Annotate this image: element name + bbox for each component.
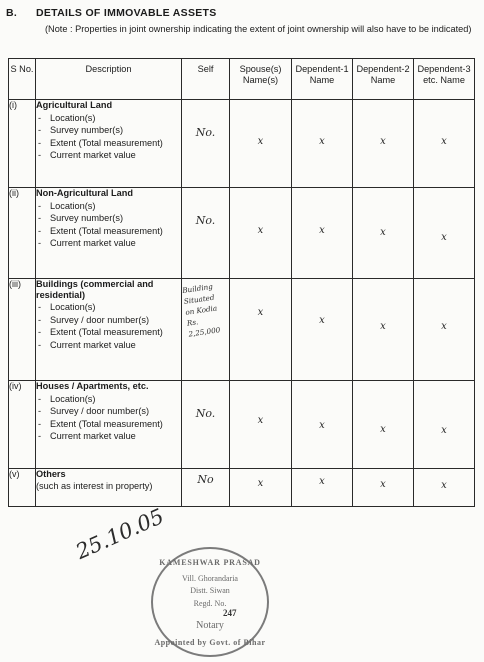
row-category: Non-Agricultural Land xyxy=(36,188,133,198)
list-item: - Location(s) xyxy=(36,201,181,212)
dependent-2-cell xyxy=(353,469,414,507)
col-header-description: Description xyxy=(36,59,182,100)
row-category: Buildings (commercial and residential) xyxy=(36,279,154,300)
table-row xyxy=(9,279,475,381)
row-sno: (ii) xyxy=(9,188,36,279)
list-item: - Location(s) xyxy=(36,113,181,124)
table-row xyxy=(9,100,475,188)
dependent-3-cell xyxy=(414,469,475,507)
cross-mark: x xyxy=(441,425,447,436)
spouse-cell xyxy=(230,279,292,381)
notary-stamp xyxy=(151,547,269,657)
handwritten-signature: 25.10.05 xyxy=(72,504,168,564)
self-cell xyxy=(182,469,230,507)
self-cell xyxy=(182,279,230,381)
row-description xyxy=(36,279,182,381)
cross-mark: x xyxy=(441,232,447,243)
handwritten-building-note xyxy=(178,276,233,340)
table-row xyxy=(9,381,475,469)
row-description xyxy=(36,381,182,469)
col-header-dependent-1: Dependent-1 Name xyxy=(292,59,353,100)
dependent-3-cell xyxy=(414,100,475,188)
col-header-dependent-3: Dependent-3 etc. Name xyxy=(414,59,475,100)
row-sno: (iii) xyxy=(9,279,36,381)
spouse-cell xyxy=(230,469,292,507)
dependent-2-cell xyxy=(353,100,414,188)
col-header-self: Self xyxy=(182,59,230,100)
cross-mark: x xyxy=(441,321,447,332)
cross-mark: x xyxy=(380,321,386,332)
section-heading xyxy=(6,7,217,19)
list-item: - Current market value xyxy=(36,150,181,161)
col-header-sno: S No. xyxy=(9,59,36,100)
row-sno: (i) xyxy=(9,100,36,188)
cross-mark: x xyxy=(380,479,386,490)
handwritten-line: Rs. 2,25,000 xyxy=(186,317,221,339)
spouse-cell xyxy=(230,100,292,188)
list-item: - Current market value xyxy=(36,340,181,351)
cross-mark: x xyxy=(441,136,447,147)
row-description xyxy=(36,188,182,279)
stamp-line: Vill. Ghorandaria xyxy=(182,574,238,583)
cross-mark: x xyxy=(257,136,264,147)
section-title: DETAILS OF IMMOVABLE ASSETS xyxy=(36,7,217,19)
list-item: - Survey / door number(s) xyxy=(36,315,181,326)
section-letter: B. xyxy=(6,7,18,19)
cross-mark: x xyxy=(319,225,325,236)
row-description xyxy=(36,100,182,188)
stamp-number: 247 xyxy=(223,608,237,618)
cross-mark: x xyxy=(380,227,386,238)
list-item: - Survey number(s) xyxy=(36,213,181,224)
list-item: - Extent (Total measurement) xyxy=(36,419,181,430)
section-note: (Note : Properties in joint ownership indicating the extent of joint ownership will also have to be indicated) xyxy=(45,24,472,34)
cross-mark: x xyxy=(257,225,264,236)
row-category: Agricultural Land xyxy=(36,100,113,110)
cross-mark: x xyxy=(319,136,325,147)
dependent-3-cell xyxy=(414,381,475,469)
spouse-cell xyxy=(230,381,292,469)
stamp-line: Distt. Siwan xyxy=(190,586,230,595)
cross-mark: x xyxy=(380,424,386,435)
self-cell xyxy=(182,381,230,469)
col-header-dependent-2: Dependent-2 Name xyxy=(353,59,414,100)
row-sno: (v) xyxy=(9,469,36,507)
dependent-3-cell xyxy=(414,188,475,279)
stamp-authority: Appointed by Govt. of Bihar xyxy=(154,638,266,647)
list-item: - Location(s) xyxy=(36,302,181,313)
dependent-3-cell xyxy=(414,279,475,381)
list-item: - Survey / door number(s) xyxy=(36,406,181,417)
immovable-assets-table xyxy=(8,58,475,507)
handwritten-no: No. xyxy=(195,214,216,227)
list-item: - Extent (Total measurement) xyxy=(36,138,181,149)
handwritten-no: No. xyxy=(195,407,216,420)
cross-mark: x xyxy=(441,480,447,491)
stamp-role: Notary xyxy=(196,620,224,631)
stamp-name: KAMESHWAR PRASAD xyxy=(159,558,261,567)
dependent-2-cell xyxy=(353,381,414,469)
table-row xyxy=(9,469,475,507)
cross-mark: x xyxy=(257,415,264,426)
cross-mark: x xyxy=(257,478,264,489)
cross-mark: x xyxy=(319,315,325,326)
col-header-spouse: Spouse(s) Name(s) xyxy=(230,59,292,100)
self-cell xyxy=(182,188,230,279)
cross-mark: x xyxy=(319,420,325,431)
dependent-2-cell xyxy=(353,279,414,381)
dependent-1-cell xyxy=(292,188,353,279)
table-row xyxy=(9,188,475,279)
header-row xyxy=(9,59,475,100)
handwritten-line: Situated xyxy=(183,292,215,306)
list-item: - Current market value xyxy=(36,238,181,249)
cross-mark: x xyxy=(257,307,264,318)
dependent-1-cell xyxy=(292,100,353,188)
row-sno: (iv) xyxy=(9,381,36,469)
row-subtitle: (such as interest in property) xyxy=(36,480,153,491)
list-item: - Extent (Total measurement) xyxy=(36,226,181,237)
list-item: - Current market value xyxy=(36,431,181,442)
list-item: - Extent (Total measurement) xyxy=(36,327,181,338)
list-item: - Location(s) xyxy=(36,394,181,405)
dependent-1-cell xyxy=(292,469,353,507)
handwritten-line: on Kodia xyxy=(184,303,218,317)
spouse-cell xyxy=(230,188,292,279)
dependent-2-cell xyxy=(353,188,414,279)
cross-mark: x xyxy=(380,136,386,147)
stamp-line: Regd. No. xyxy=(193,599,227,608)
handwritten-no: No xyxy=(197,473,214,486)
row-category: Others xyxy=(36,469,66,479)
cross-mark: x xyxy=(319,476,325,487)
dependent-1-cell xyxy=(292,381,353,469)
row-category: Houses / Apartments, etc. xyxy=(36,381,149,391)
handwritten-no: No. xyxy=(195,126,216,139)
handwritten-line: Building xyxy=(181,281,214,296)
self-cell xyxy=(182,100,230,188)
dependent-1-cell xyxy=(292,279,353,381)
list-item: - Survey number(s) xyxy=(36,125,181,136)
row-description xyxy=(36,469,182,507)
